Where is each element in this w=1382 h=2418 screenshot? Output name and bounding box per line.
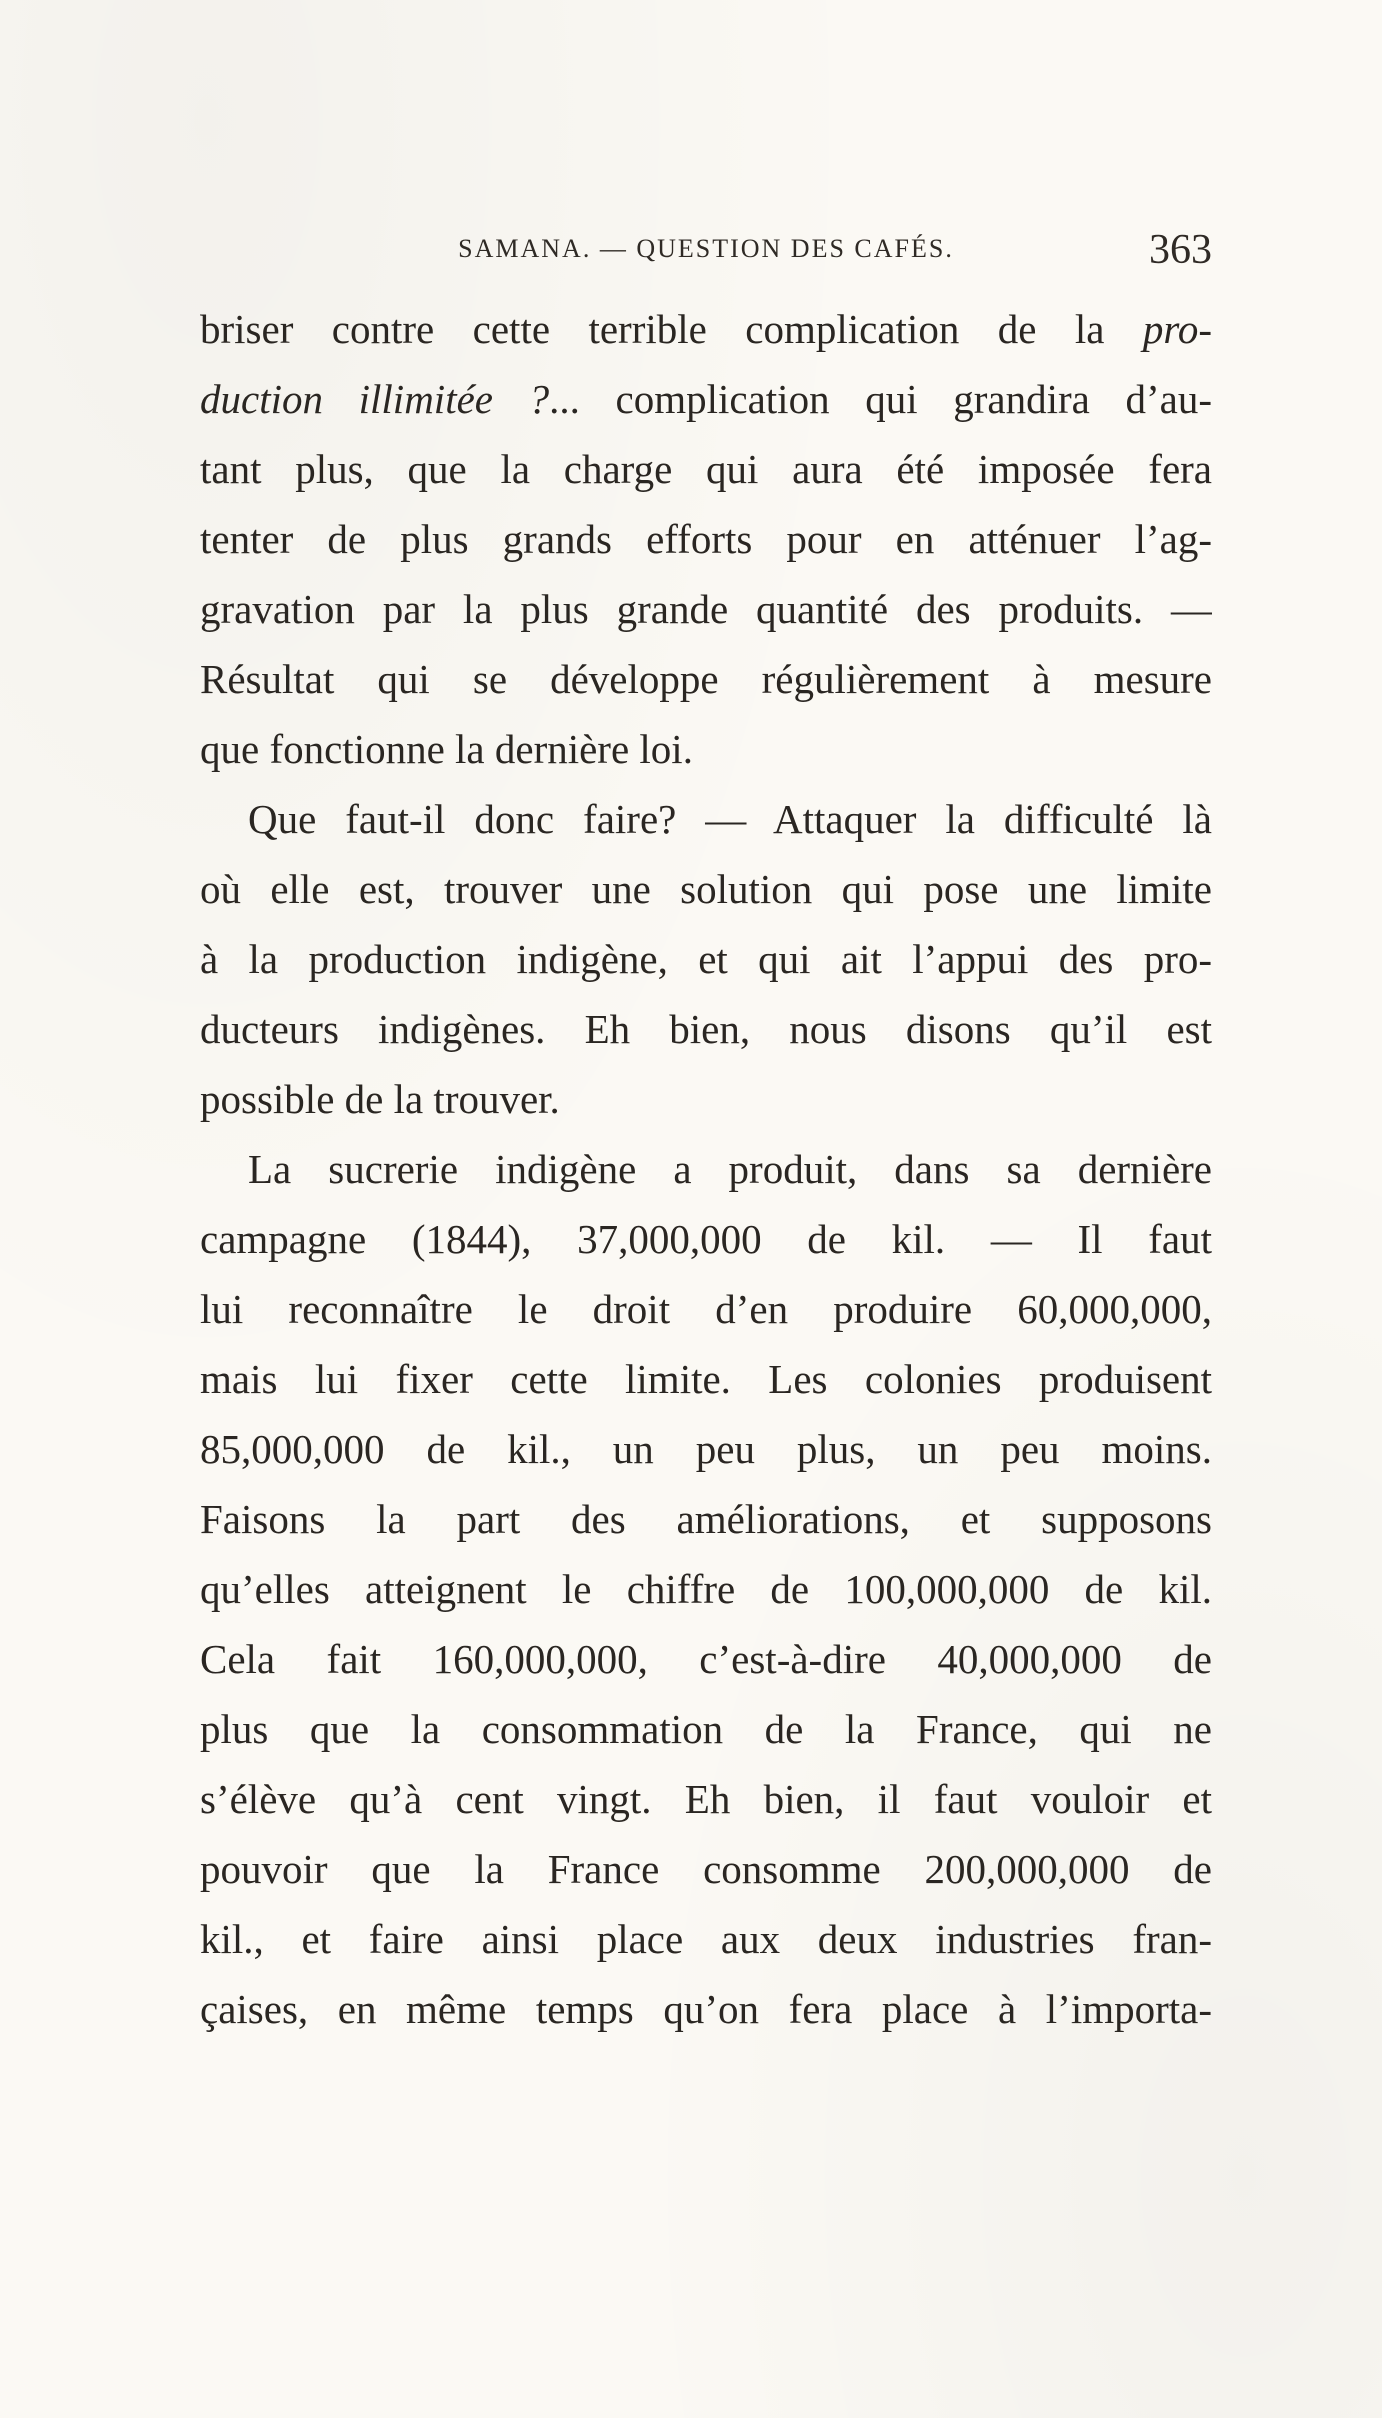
text-run: tant plus, que la charge qui aura été imposée fera <box>200 446 1212 492</box>
text-run: Faisons la part des améliorations, et supposons <box>200 1496 1212 1542</box>
text-line <box>200 1694 1212 1764</box>
text-line <box>200 854 1212 924</box>
text-line <box>200 1624 1212 1694</box>
text-run: gravation par la plus grande quantité des produits. — <box>200 586 1212 632</box>
paragraph <box>200 1134 1212 2044</box>
text-line <box>200 1204 1212 1274</box>
paragraph <box>200 294 1212 784</box>
italic-text-run: duction illimitée ? <box>200 376 550 422</box>
running-head: SAMANA. — QUESTION DES CAFÉS. <box>458 234 954 263</box>
italic-text-run: pro- <box>1142 306 1212 352</box>
page-number: 363 <box>1149 227 1212 273</box>
text-run: çaises, en même temps qu’on fera place à l’importa- <box>200 1986 1212 2032</box>
text-line <box>200 1414 1212 1484</box>
text-line <box>200 294 1212 364</box>
text-run: Cela fait 160,000,000, c’est-à-dire 40,000,000 de <box>200 1636 1212 1682</box>
text-run: campagne (1844), 37,000,000 de kil. — Il faut <box>200 1216 1212 1262</box>
paragraph <box>200 784 1212 1134</box>
text-run: Résultat qui se développe régulièrement à mesure <box>200 656 1212 702</box>
text-run: ducteurs indigènes. Eh bien, nous disons qu’il est <box>200 1006 1212 1052</box>
text-run: ... complication qui grandira d’au- <box>549 376 1212 422</box>
text-line <box>200 1484 1212 1554</box>
text-line <box>200 1064 1212 1134</box>
text-line <box>200 784 1212 854</box>
text-run: lui reconnaître le droit d’en produire 60,000,000, <box>200 1286 1212 1332</box>
text-run: 85,000,000 de kil., un peu plus, un peu moins. <box>200 1426 1212 1472</box>
text-line <box>200 1554 1212 1624</box>
text-line <box>200 924 1212 994</box>
text-run: briser contre cette terrible complication de la <box>200 306 1143 352</box>
text-run: qu’elles atteignent le chiffre de 100,000,000 de kil. <box>200 1566 1212 1612</box>
text-line <box>200 1904 1212 1974</box>
text-line <box>200 1764 1212 1834</box>
text-line <box>200 1834 1212 1904</box>
text-line <box>200 434 1212 504</box>
text-run: La sucrerie indigène a produit, dans sa dernière <box>248 1146 1212 1192</box>
text-line <box>200 994 1212 1064</box>
text-run: kil., et faire ainsi place aux deux industries fran- <box>200 1916 1212 1962</box>
text-run: mais lui fixer cette limite. Les colonies produisent <box>200 1356 1212 1402</box>
text-run: à la production indigène, et qui ait l’appui des pro- <box>200 936 1212 982</box>
text-run: possible de la trouver. <box>200 1076 560 1122</box>
text-run: s’élève qu’à cent vingt. Eh bien, il faut vouloir et <box>200 1776 1212 1822</box>
text-line <box>200 504 1212 574</box>
text-line <box>200 1344 1212 1414</box>
text-line <box>200 574 1212 644</box>
body-text <box>200 294 1212 2044</box>
text-run: que fonctionne la dernière loi. <box>200 726 693 772</box>
text-line <box>200 714 1212 784</box>
text-line <box>200 644 1212 714</box>
text-run: où elle est, trouver une solution qui pose une limite <box>200 866 1212 912</box>
text-line <box>200 1974 1212 2044</box>
text-line <box>200 364 1212 434</box>
page-header <box>200 226 1212 282</box>
text-run: Que faut-il donc faire? — Attaquer la difficulté là <box>248 796 1212 842</box>
text-run: pouvoir que la France consomme 200,000,000 de <box>200 1846 1212 1892</box>
text-line <box>200 1274 1212 1344</box>
text-run: plus que la consommation de la France, qui ne <box>200 1706 1212 1752</box>
text-line <box>200 1134 1212 1204</box>
text-run: tenter de plus grands efforts pour en atténuer l’ag- <box>200 516 1212 562</box>
